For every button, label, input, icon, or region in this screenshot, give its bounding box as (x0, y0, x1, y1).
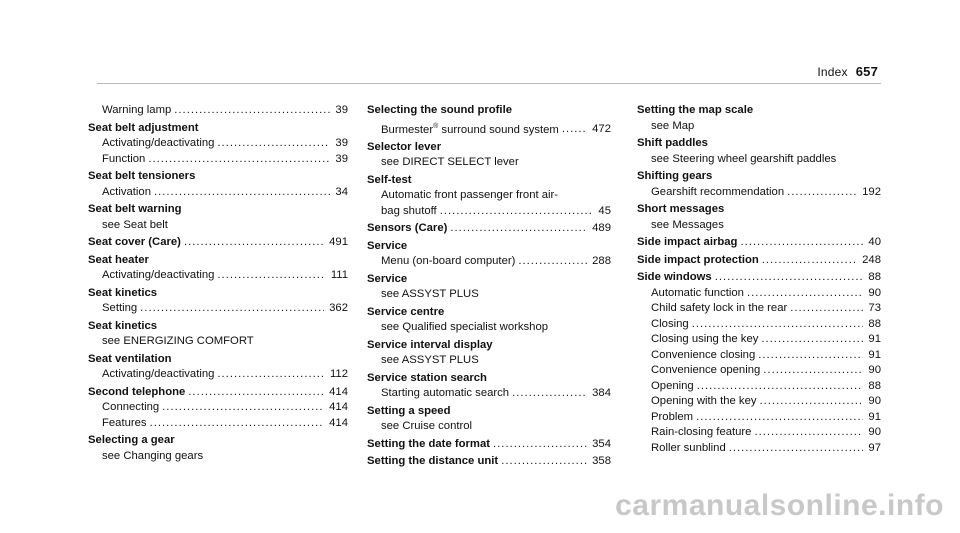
entry-heading: Setting a speed (367, 404, 451, 417)
entry-heading: Seat belt tensioners (88, 170, 196, 182)
page-ref[interactable]: 489 (592, 222, 611, 235)
page-ref[interactable]: 248 (862, 253, 881, 266)
page-ref[interactable]: 111 (330, 269, 348, 281)
index-subentry (637, 286, 881, 302)
page-ref[interactable]: 91 (868, 348, 881, 361)
index-entry (88, 121, 348, 168)
site-watermark: carmanualsonline.info (615, 489, 944, 522)
index-subentry (367, 386, 611, 402)
entry-heading: Setting the date format (367, 437, 491, 450)
subentry-label: Automatic front passenger front air- (381, 189, 559, 202)
subentry-label: Features (102, 416, 147, 429)
leader-dots (787, 185, 857, 201)
entry-heading: Side impact protection (637, 253, 759, 266)
leader-dots (518, 254, 587, 270)
index-subentry (637, 379, 881, 395)
index-subentry (88, 416, 348, 432)
page-ref[interactable]: 45 (598, 204, 611, 217)
leader-dots (512, 386, 587, 402)
index-entry (88, 433, 348, 464)
leader-dots (150, 416, 325, 432)
subentry-label: Automatic function (651, 286, 744, 299)
page-ref[interactable]: 288 (592, 255, 611, 268)
entry-heading: Side impact airbag (637, 236, 738, 248)
cross-reference[interactable]: see Changing gears (102, 449, 204, 462)
index-entry (88, 103, 348, 119)
page-ref[interactable]: 90 (868, 364, 881, 376)
entry-heading: Sensors (Care) (367, 222, 448, 235)
cross-reference[interactable]: see Seat belt (102, 218, 168, 231)
entry-heading: Service (367, 272, 408, 285)
index-heading-row (367, 437, 611, 453)
page-ref[interactable]: 354 (592, 437, 611, 450)
leader-dots (697, 379, 864, 395)
leader-dots (217, 268, 325, 284)
index-entry (367, 404, 611, 435)
index-entry (637, 235, 881, 251)
leader-dots (692, 317, 864, 333)
index-entry (367, 454, 611, 470)
index-entry (367, 103, 611, 138)
subentry-label: Starting automatic search (381, 387, 510, 400)
cross-reference[interactable]: see ASSYST PLUS (381, 288, 479, 301)
cross-reference[interactable]: see Cruise control (381, 420, 473, 433)
leader-dots (740, 235, 863, 251)
page-ref[interactable]: 192 (862, 185, 881, 198)
subentry-label: Opening (651, 379, 694, 392)
entry-heading: Seat belt warning (88, 203, 182, 215)
index-entry (88, 319, 348, 350)
index-subentry (637, 301, 881, 317)
leader-dots (754, 425, 863, 441)
subentry-label (381, 119, 559, 138)
cross-reference[interactable]: see DIRECT SELECT lever (381, 156, 519, 169)
entry-heading: Seat ventilation (88, 352, 172, 365)
index-subentry (637, 425, 881, 441)
subentry-label: Opening with the key (651, 395, 757, 407)
leader-dots (493, 437, 587, 453)
subentry-label: Closing using the key (651, 333, 759, 345)
index-subentry (637, 363, 881, 379)
index-entry (88, 286, 348, 317)
entry-heading: Selecting the sound profile (367, 104, 512, 116)
index-entry (637, 169, 881, 200)
index-subentry (637, 410, 881, 426)
page-ref[interactable]: 40 (868, 236, 881, 248)
index-subentry (367, 204, 611, 220)
index-entry (367, 305, 611, 336)
leader-dots (562, 122, 587, 138)
cross-reference[interactable]: see Qualified specialist workshop (381, 321, 549, 334)
index-subentry (88, 152, 348, 168)
index-entry (367, 221, 611, 237)
entry-heading: Self-test (367, 173, 412, 186)
entry-heading: Shift paddles (637, 137, 708, 149)
index-heading-row (637, 253, 881, 269)
subentry-label: Activating/deactivating (102, 269, 215, 281)
subentry-label: Menu (on-board computer) (381, 255, 516, 268)
index-entry (367, 239, 611, 270)
leader-dots (763, 363, 863, 379)
index-entry (637, 202, 881, 233)
subentry-label: Setting (102, 302, 138, 314)
subentry-label-rest: surround sound system (438, 123, 559, 136)
index-subentry (88, 103, 348, 119)
entry-heading: Seat kinetics (88, 319, 158, 332)
page-ref[interactable]: 90 (868, 426, 881, 438)
leader-dots (162, 400, 324, 416)
section-title: Index (817, 65, 848, 79)
entry-heading: Seat belt adjustment (88, 121, 199, 134)
index-heading-row (88, 235, 348, 251)
subentry-label: Activating/deactivating (102, 368, 215, 380)
leader-dots (696, 410, 863, 426)
index-entry (637, 270, 881, 456)
page-ref[interactable]: 91 (868, 333, 881, 345)
entry-heading: Selecting a gear (88, 434, 175, 446)
index-subentry (88, 136, 348, 152)
brand-name: Burmester (381, 123, 434, 136)
entry-heading: Seat cover (Care) (88, 236, 181, 248)
page-header (817, 64, 878, 79)
subentry-label: Problem (651, 410, 694, 423)
subentry-label: bag shutoff (381, 204, 437, 217)
index-subentry (88, 400, 348, 416)
leader-dots (760, 394, 864, 410)
index-subentry (637, 441, 881, 457)
leader-dots (217, 367, 325, 383)
leader-dots (440, 204, 594, 220)
index-entry (637, 103, 881, 134)
index-subentry (367, 119, 611, 138)
entry-heading: Seat heater (88, 253, 149, 266)
leader-dots (747, 286, 863, 302)
page-ref[interactable]: 472 (592, 123, 611, 136)
subentry-label: Closing (651, 317, 689, 330)
leader-dots (758, 348, 863, 364)
index-heading-row (637, 270, 881, 286)
subentry-label: Convenience opening (651, 364, 761, 376)
page-ref[interactable]: 384 (592, 387, 611, 400)
index-entry (367, 272, 611, 303)
leader-dots (729, 441, 864, 457)
index-entry (367, 338, 611, 369)
subentry-label: Child safety lock in the rear (651, 302, 788, 314)
index-entry (367, 371, 611, 402)
cross-reference[interactable]: see ASSYST PLUS (381, 354, 479, 367)
subentry-label: Gearshift recommendation (651, 185, 785, 198)
leader-dots (715, 270, 864, 286)
index-column-1 (88, 103, 348, 466)
entry-heading: Second telephone (88, 385, 186, 398)
index-entry (88, 385, 348, 432)
page-ref[interactable]: 414 (329, 401, 348, 413)
index-column-3 (637, 103, 881, 458)
leader-dots (790, 301, 863, 317)
page-ref[interactable]: 34 (335, 185, 348, 198)
page-ref[interactable]: 90 (868, 395, 881, 407)
subentry-label: Connecting (102, 401, 160, 413)
entry-heading: Setting the distance unit (367, 455, 499, 468)
leader-dots (761, 332, 863, 348)
leader-dots (762, 253, 857, 269)
index-heading-row (367, 221, 611, 237)
page-ref[interactable]: 88 (868, 271, 881, 283)
page-ref[interactable]: 88 (868, 379, 881, 392)
leader-dots (148, 152, 330, 168)
entry-heading: Short messages (637, 203, 725, 215)
index-entry (88, 169, 348, 200)
page-ref[interactable]: 39 (335, 104, 348, 116)
page-ref[interactable]: 362 (329, 302, 348, 314)
index-heading-row (367, 454, 611, 470)
page-ref[interactable]: 112 (329, 368, 348, 380)
cross-reference[interactable]: see ENERGIZING COMFORT (102, 335, 254, 347)
subentry-label: Activation (102, 185, 151, 198)
entry-heading: Setting the map scale (637, 104, 754, 116)
index-entry (367, 437, 611, 453)
page-number: 657 (855, 64, 878, 79)
entry-heading: Service station search (367, 371, 487, 384)
leader-dots (174, 103, 330, 119)
page-ref[interactable]: 73 (868, 302, 881, 314)
page-ref[interactable]: 39 (335, 152, 348, 165)
leader-dots (501, 454, 587, 470)
subentry-label: Rain-closing feature (651, 426, 752, 438)
index-entry (88, 235, 348, 251)
subentry-label: Warning lamp (102, 104, 172, 116)
index-column-2 (367, 103, 611, 472)
index-subentry (367, 254, 611, 270)
page-ref[interactable]: 39 (335, 137, 348, 149)
leader-dots (450, 221, 587, 237)
entry-heading: Shifting gears (637, 170, 713, 182)
page-ref[interactable]: 97 (868, 441, 881, 454)
subentry-label: Convenience closing (651, 348, 756, 361)
page-ref[interactable]: 88 (868, 317, 881, 330)
index-entry (88, 202, 348, 233)
subentry-label: Roller sunblind (651, 441, 726, 454)
cross-reference[interactable]: see Messages (651, 218, 724, 231)
page-ref[interactable]: 414 (329, 416, 348, 429)
leader-dots (184, 235, 324, 251)
index-subentry (88, 268, 348, 284)
index-subentry (637, 185, 881, 201)
leader-dots (217, 136, 330, 152)
index-subentry (637, 332, 881, 348)
index-subentry (88, 301, 348, 317)
entry-heading: Selector lever (367, 140, 442, 153)
cross-reference[interactable]: see Steering wheel gearshift paddles (651, 152, 837, 165)
index-entry (367, 140, 611, 171)
index-subentry (88, 367, 348, 383)
index-entry (88, 352, 348, 383)
index-entry (637, 136, 881, 167)
index-heading-row (637, 235, 881, 251)
index-subentry (637, 394, 881, 410)
entry-heading: Service centre (367, 305, 445, 318)
index-entry (637, 253, 881, 269)
cross-reference[interactable]: see Map (651, 119, 695, 132)
entry-heading: Service (367, 239, 408, 252)
index-subentry (88, 185, 348, 201)
entry-heading: Service interval display (367, 338, 493, 351)
registered-mark: ® (433, 122, 439, 130)
header-rule (97, 83, 881, 84)
leader-dots (188, 385, 324, 401)
leader-dots (140, 301, 324, 317)
page-ref[interactable]: 90 (868, 286, 881, 299)
entry-heading: Side windows (637, 271, 712, 283)
index-entry (88, 253, 348, 284)
subentry-label: Function (102, 152, 146, 165)
page-ref[interactable]: 91 (868, 410, 881, 423)
leader-dots (154, 185, 330, 201)
index-subentry (637, 317, 881, 333)
page-ref[interactable]: 491 (329, 236, 348, 248)
index-heading-row (88, 385, 348, 401)
entry-heading: Seat kinetics (88, 286, 158, 299)
page-ref[interactable]: 414 (329, 385, 348, 398)
subentry-label: Activating/deactivating (102, 137, 215, 149)
page-ref[interactable]: 358 (592, 455, 611, 468)
index-subentry (637, 348, 881, 364)
index-entry (367, 173, 611, 220)
